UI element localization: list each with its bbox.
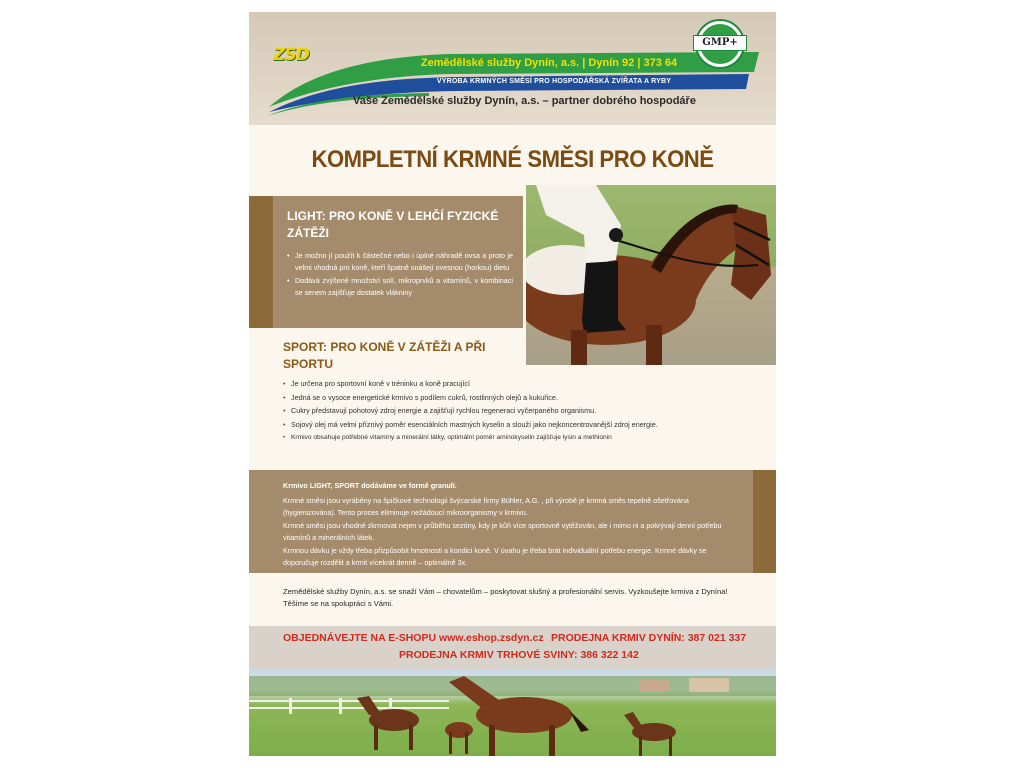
company-address: Zemědělské služby Dynín, a.s. | Dynín 92 | 373 64: [420, 57, 678, 69]
info-accent-bar: [753, 470, 776, 573]
info-paragraph: Krmné směsi jsou vhodné zkrmovat nejen v průběhu sezóny, kdy je kůň více sportovně vytěžován, ale i mimo ni a pokrývají denní potřebu vitamínů a minerálních látek.: [283, 521, 722, 542]
tagline: Vaše Zemědělské služby Dynín, a.s. – partner dobrého hospodáře: [353, 95, 696, 107]
products-line: VÝROBA KRMNÝCH SMĚSÍ PRO HOSPODÁŘSKÁ ZVÍŘATA A RYBY: [436, 78, 672, 85]
sport-bullet: • Cukry představují pohotový zdroj energie a zajišťují rychlou regeneraci vyčerpaného organismu.: [283, 404, 753, 418]
horses-pasture-image: [249, 670, 776, 756]
flyer-page: [249, 12, 776, 756]
gmp-badge: [695, 19, 745, 69]
light-bullet: • Je možno jí použít k částečné nebo i úplné náhradě ovsa a proto je velmi vhodná pro koně, kteří špatně snášejí ovesnou (horkou) dietu: [287, 250, 513, 273]
info-heading: Krmivo LIGHT, SPORT dodáváme ve formě granulí.: [283, 481, 457, 490]
info-paragraph: Krmnou dávku je vždy třeba přizpůsobit hmotnosti a kondici koně. V úvahu je třeba brát individuální potřebu energie. Krmné dávky se doporučuje rozdělit a krmit vícekrát denně – optimálně 3x.: [283, 546, 707, 567]
info-paragraph: Krmné směsi jsou vyráběny na špičkové technologii švýcarské firmy Bühler, A.G. , při výrobě je krmná směs tepelně ošetřována (hygienizována). Tento proces eliminuje nežádoucí mikroorganismy v krmivu.: [283, 496, 689, 517]
zsd-logo: ZSD: [273, 45, 309, 65]
trhove-sviny-store-phone: PRODEJNA KRMIV TRHOVÉ SVINY: 386 322 142: [399, 649, 639, 661]
sport-title: SPORT: PRO KONĚ V ZÁTĚŽI A PŘI SPORTU: [283, 340, 486, 371]
sport-bullet: • Je určena pro sportovní koně v tréninku a koně pracující: [283, 377, 753, 391]
horse-rider-image: [526, 185, 776, 365]
light-accent-bar: [249, 196, 273, 328]
horses-pasture-photo: [249, 670, 776, 756]
dressage-horse-photo: [526, 185, 776, 365]
light-section: [249, 196, 523, 328]
dynin-store-phone: PRODEJNA KRMIV DYNÍN: 387 021 337: [551, 632, 747, 644]
header-banner: [249, 12, 776, 125]
gmp-label: GMP+: [693, 35, 747, 51]
sport-bullet: • Jedná se o vysoce energetické krmivo s podílem cukrů, rostlinných olejů a kukuřice.: [283, 391, 753, 405]
light-bullets: [287, 250, 513, 300]
light-bullet: • Dodává zvýšené množství solí, mikroprvků a vitamínů, v kombinaci se senem zajišťuje dostatek vlákniny: [287, 275, 513, 298]
page-title: KOMPLETNÍ KRMNÉ SMĚSI PRO KONĚ: [311, 146, 714, 173]
info-section: [249, 470, 753, 573]
order-bar: [249, 626, 776, 670]
sport-bullet: • Krmivo obsahuje potřebné vitamíny a minerální látky, optimální poměr aminokyselin zajišťuje lysin a methionin: [283, 431, 753, 445]
closing-text: Zemědělské služby Dynín, a.s. se snaží Vám – chovatelům – poskytovat slušný a profesionální servis. Vyzkoušejte krmiva z Dynína! Těšíme se na spolupráci s Vámi.: [283, 587, 728, 608]
light-title: LIGHT: PRO KONĚ V LEHČÍ FYZICKÉ ZÁTĚŽI: [287, 209, 499, 240]
eshop-link[interactable]: OBJEDNÁVEJTE NA E-SHOPU www.eshop.zsdyn.cz: [283, 632, 544, 644]
sport-bullets: [283, 377, 753, 445]
sport-bullet: • Sojový olej má velmi příznivý poměr esenciálních mastných kyselin a slouží jako nejkoncentrovanější zdroj energie.: [283, 418, 753, 432]
